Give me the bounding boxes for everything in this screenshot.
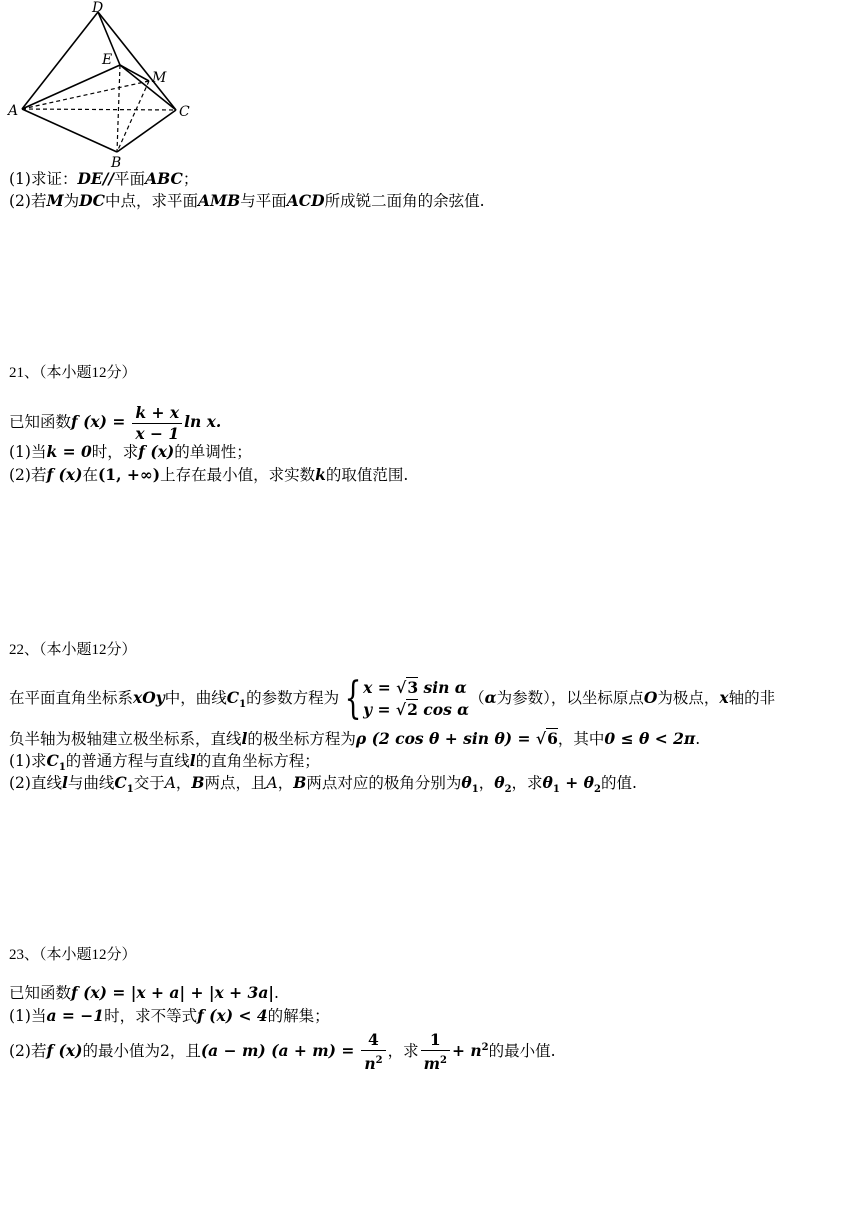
geometry-figure: [4, 0, 204, 170]
label-D: D: [92, 0, 104, 16]
q23-fraction-1-over-m2: $\frac{1}{m^2}$: [421, 1030, 450, 1074]
q22-header: 22、（本小题12分）: [9, 642, 137, 658]
label-B: B: [111, 155, 122, 170]
q21-part2: (2)若f (x)在(1, +∞)上存在最小值，求实数k的取值范围.: [9, 465, 409, 484]
q21-header: 21、（本小题12分）: [9, 365, 137, 381]
q21-part1: (1)当k = 0时，求f (x)的单调性；: [9, 442, 252, 461]
label-A: A: [8, 103, 19, 119]
q21-fraction: $\frac{k + x}{x - 1}$: [132, 403, 182, 444]
edge-AC-dashed: [22, 109, 176, 110]
q21-stem: 已知函数f (x) = $\frac{k + x}{x - 1}$ ln x.: [9, 402, 222, 443]
label-C: C: [179, 104, 190, 120]
q23-part1: (1)当a = −1时，求不等式f (x) < 4的解集；: [9, 1006, 330, 1025]
label-E: E: [102, 52, 113, 68]
q23-part2: (2)若f (x)的最小值为2，且(a − m) (a + m) = $\frac{4}{n^2}$ ，求 $\frac{1}{m^2}$ + $n^2$的最小值.: [9, 1030, 556, 1074]
q22-part1: (1)求$C_1$的普通方程与直线l的直角坐标方程；: [9, 751, 320, 774]
edge-BC: [117, 110, 176, 152]
edge-EC: [120, 65, 176, 110]
edge-AB: [22, 109, 117, 152]
q22-part2: (2)直线l与曲线$C_1$交于A，B两点，且A，B两点对应的极角分别为$\theta_1$，$\theta_2$，求$\theta_1 + \theta_2$的值.: [9, 773, 637, 796]
q22-parametric-cases: x = √3 sin α y = √2 cos α: [363, 678, 470, 719]
edge-EM: [120, 65, 149, 81]
q20-part2: (2)若M为DC中点，求平面AMB与平面ACD所成锐二面角的余弦值.: [9, 191, 485, 210]
q23-stem: 已知函数f (x) = |x + a| + |x + 3a|.: [9, 983, 279, 1002]
label-M: M: [152, 70, 167, 86]
q23-header: 23、（本小题12分）: [9, 947, 137, 963]
q22-line2: 负半轴为极轴建立极坐标系，直线l的极坐标方程为ρ (2 cos θ + sin θ) = √6，其中0 ≤ θ < 2π.: [9, 729, 701, 748]
q20-part1: (1)求证：DE//平面ABC；: [9, 169, 199, 188]
q23-fraction-4-over-n2: $\frac{4}{n^2}$: [361, 1030, 385, 1074]
q22-line1: 在平面直角坐标系xOy中，曲线$C_1$的参数方程为 { x = √3 sin α y = √2 cos α （α为参数），以坐标原点O为极点，x轴的非: [9, 673, 776, 724]
edge-AE: [22, 65, 120, 109]
edge-EB-dashed: [117, 65, 120, 152]
